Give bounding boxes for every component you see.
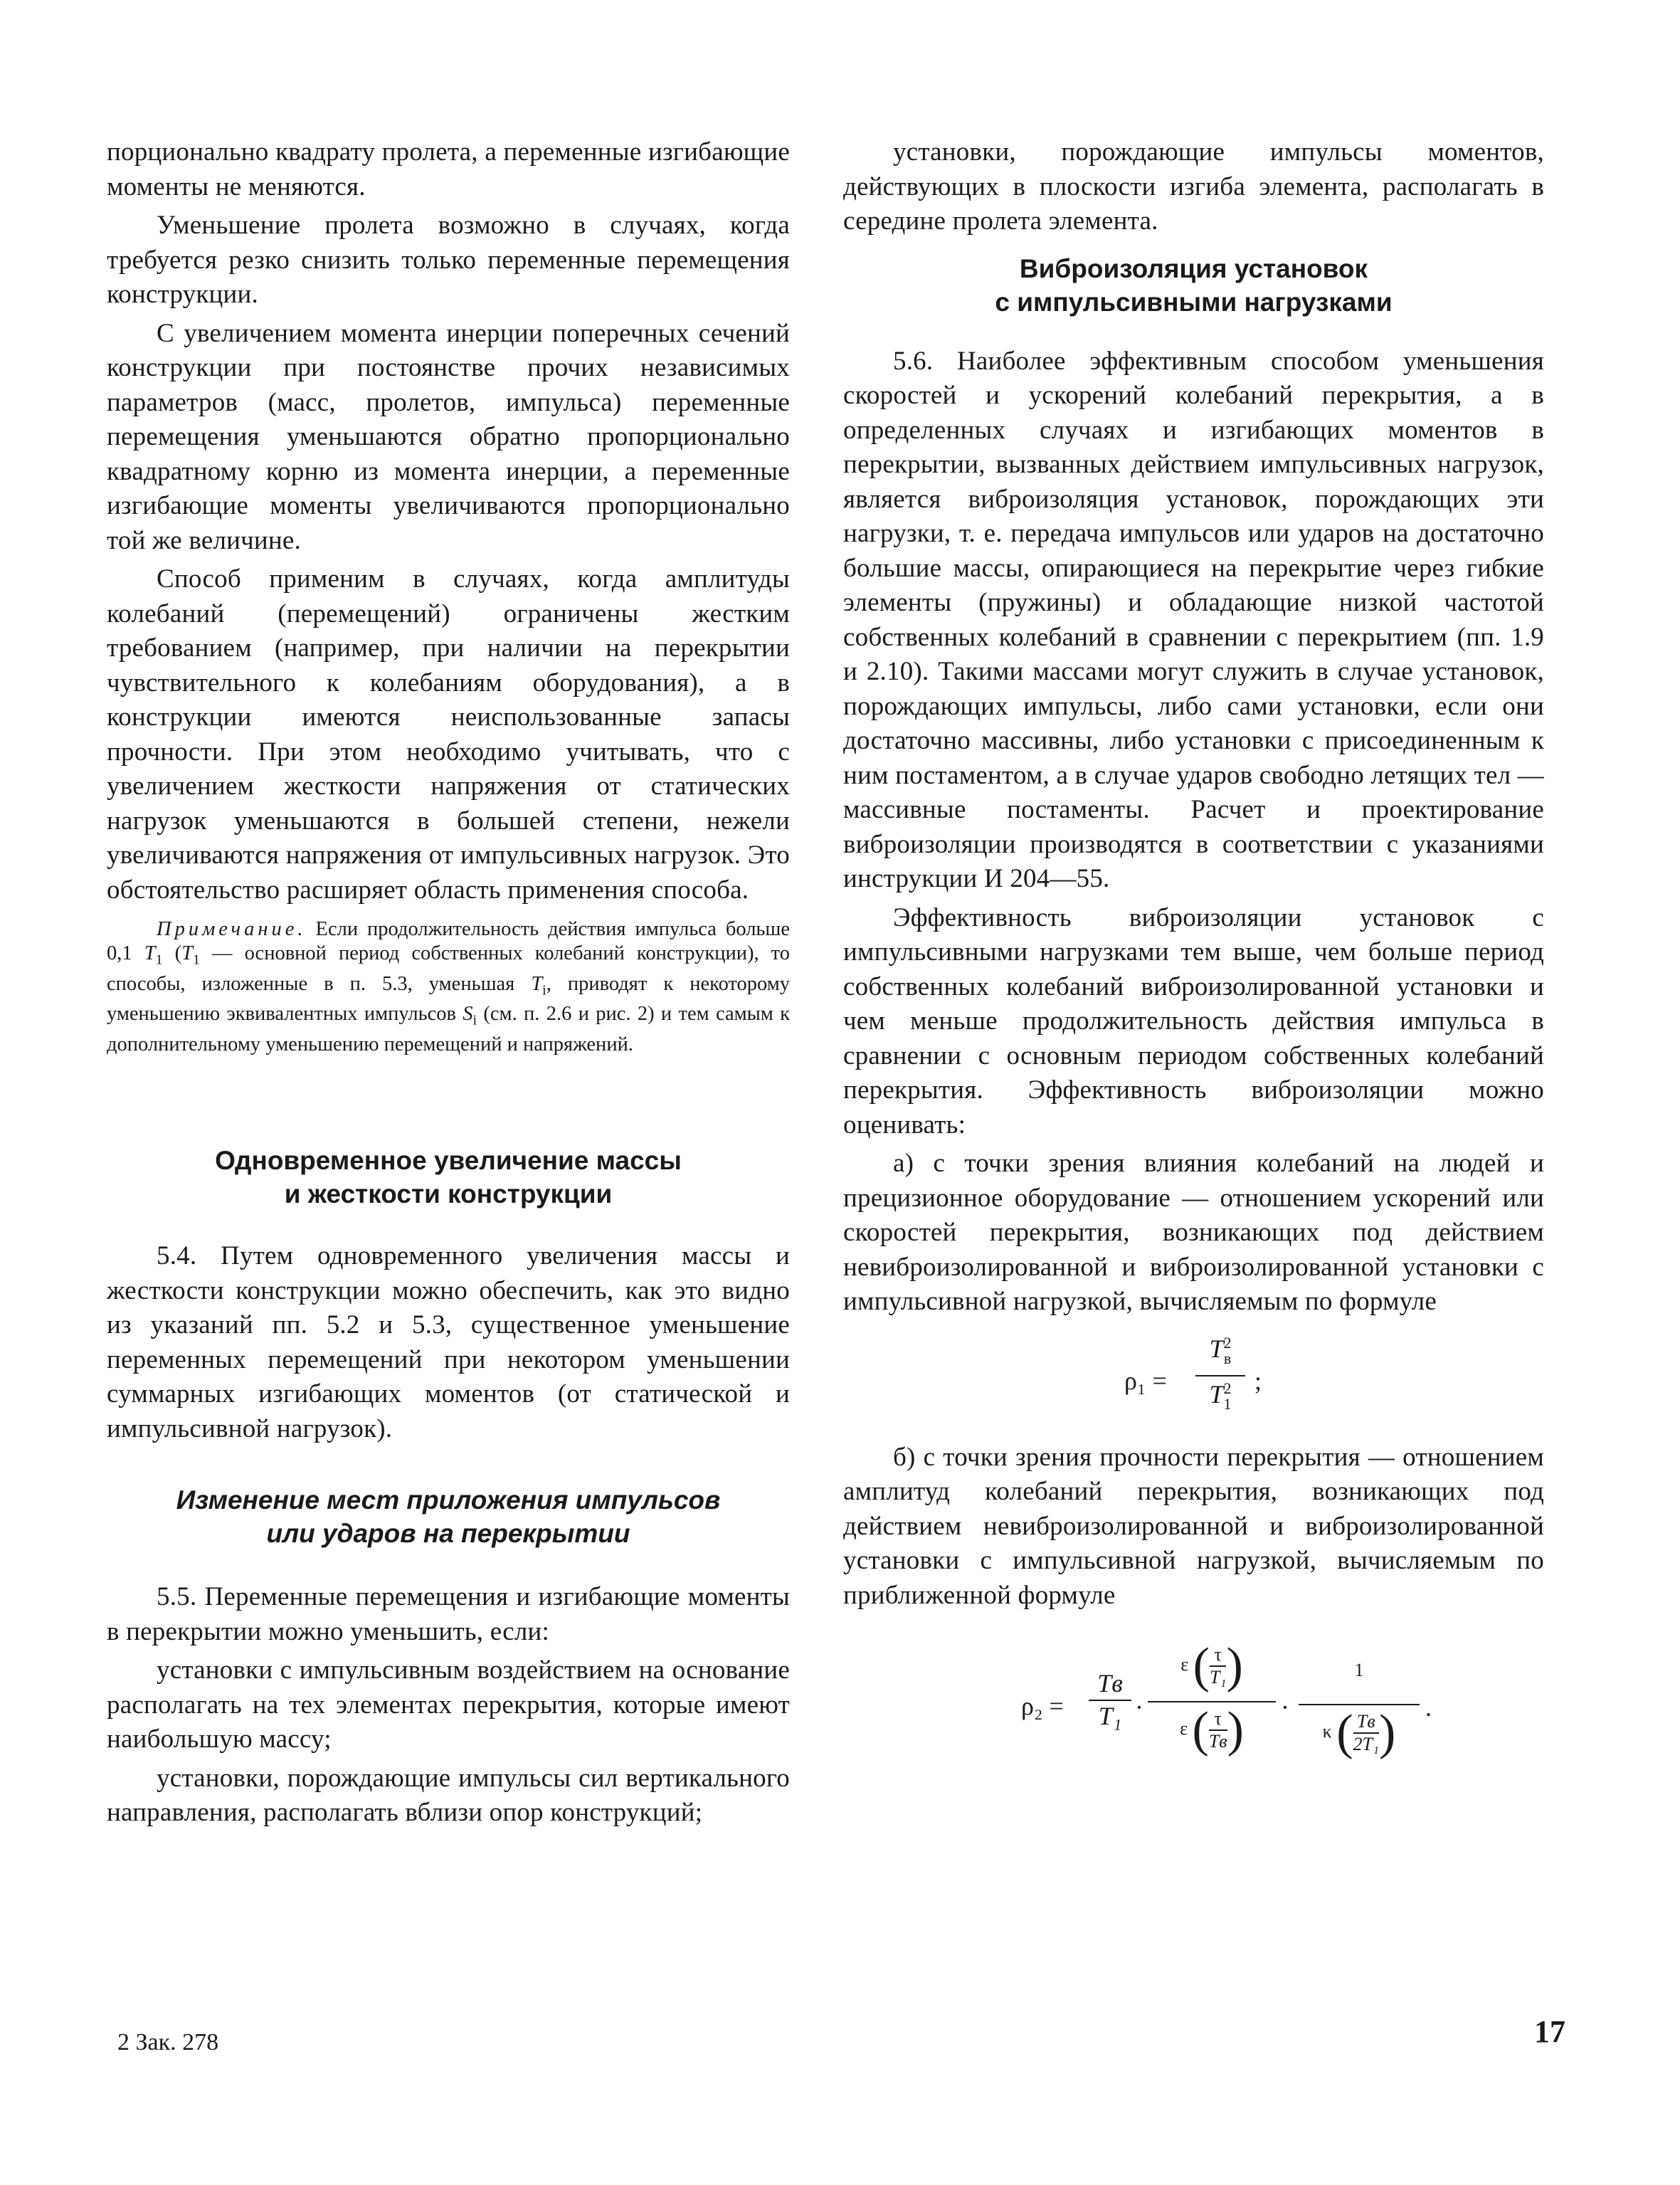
formula-fraction (1148, 1638, 1276, 1765)
paragraph: Эффективность виброизоляции установок с импульсивными нагрузками тем выше, чем больше период собственных колебаний виброизолированной установки и чем меньше продолжительность действия импульса в сравнении с основным периодом собственных колебаний перекрытия. Эффективность виброизоляции можно оценивать: (843, 902, 1544, 1139)
paragraph: а) с точки зрения влияния колебаний на людей и прецизионное оборудование — отношением ускорений или скоростей перекрытия, возникающих под действием невиброизолированной и виброизолированной установки с импульсивной нагрузкой, вычисляемым по формуле (843, 1149, 1544, 1316)
superscript: 2 (1223, 1334, 1232, 1352)
symbol: Tв (1208, 1731, 1227, 1752)
subscript: в (1223, 1349, 1232, 1368)
symbol: τ (1210, 1644, 1227, 1667)
paragraph: 5.4. Путем одновременного увеличения массы и жесткости конструкции можно обеспечить, как это видно из указаний пп. 5.2 и 5.3, существенное уменьшение переменных перемещений при некотором уменьшении суммарных изгибающих моментов (от статической и импульсивной нагрузок). (107, 1241, 790, 1443)
fraction-numerator: 1 (1354, 1660, 1364, 1680)
section-heading (843, 252, 1544, 319)
note-symbol: S (463, 1003, 473, 1026)
heading-line: Изменение мест приложения импульсов (176, 1485, 721, 1515)
page-number: 17 (1534, 2014, 1565, 2049)
section-heading (107, 1144, 790, 1211)
formula-rho1 (843, 1327, 1544, 1433)
note-subscript: i (542, 982, 546, 999)
paragraph: порционально квадрату пролета, а переменные изгибающие моменты не меняются. (107, 137, 790, 201)
paragraph: Уменьшение пролета возможно в случаях, когда требуется резко снизить только переменные перемещения конструкции. (107, 211, 790, 309)
symbol: ε (1180, 1653, 1189, 1675)
heading-line: и жесткости конструкции (284, 1179, 613, 1209)
symbol: T (1209, 1334, 1224, 1363)
heading-line: с импульсивными нагрузками (995, 287, 1393, 317)
formula-lhs: ρ₁ = (1124, 1366, 1167, 1395)
symbol: T₁ (1209, 1667, 1227, 1688)
formula-rho2 (843, 1638, 1544, 1766)
paragraph: установки, порождающие импульсы сил вертикального направления, располагать вблизи опор конструкций; (107, 1763, 790, 1828)
fraction-numerator (1195, 1334, 1245, 1375)
paragraph: установки, порождающие импульсы моментов, действующих в плоскости изгиба элемента, располагать в середине пролета элемента. (843, 137, 1544, 236)
formula-dot: · (1135, 1693, 1143, 1722)
symbol: Tв (1097, 1669, 1123, 1697)
heading-line: или ударов на перекрытии (266, 1519, 630, 1549)
print-order-mark: 2 Зак. 278 (117, 2029, 219, 2055)
symbol: T₁ (1098, 1702, 1122, 1730)
paragraph: б) с точки зрения прочности перекрытия — отношением амплитуд колебаний перекрытия, возникающих под действием невиброизолированной и виброизолированной установки с импульсивной нагрузкой, вычисляемым по приближенной формуле (843, 1442, 1544, 1610)
formula-lhs: ρ₂ = (1021, 1692, 1064, 1720)
formula-fraction (1299, 1654, 1420, 1768)
paragraph: С увеличением момента инерции поперечных сечений конструкции при постоянстве прочих независимых параметров (масс, пролетов, импульса) переменные перемещения уменьшаются обратно пропорционально квадратному корню из момента инерции, а переменные изгибающие моменты увеличиваются пропорционально той же величине. (107, 318, 790, 555)
heading-line: Виброизоляция установок (1019, 253, 1368, 283)
right-column (843, 135, 1544, 1766)
symbol: ε (1180, 1717, 1188, 1739)
formula-end: ; (1254, 1366, 1262, 1395)
note-symbol: T (144, 942, 156, 964)
formula-dot: · (1281, 1693, 1289, 1722)
superscript: 2 (1223, 1379, 1232, 1398)
left-column (107, 135, 790, 1831)
symbol: T (1209, 1379, 1224, 1409)
fraction-numerator: ε ( $\frac{\tau}{\text{T₁}}$ ) (1180, 1638, 1243, 1693)
paragraph: Способ применим в случаях, когда амплитуды колебаний (перемещений) ограничены жестким требованием (например, при наличии на перекрытии чувствительного к колебаниям оборудования), а в конструкции имеются неиспользованные запасы прочности. При этом необходимо учитывать, что с увеличением жесткости напряжения от статических нагрузок уменьшаются в большей степени, нежели увеличиваются напряжения от импульсивных нагрузок. Это обстоятельство расширяет область применения способа. (107, 564, 790, 905)
symbol: τ (1209, 1708, 1227, 1731)
note-text: Если продолжительность действия импульса больше 0,1 (107, 918, 791, 964)
note-text: (см. п. 2.6 и рис. 2) и тем самым к дополнительному уменьшению перемещений и напряжений. (107, 1003, 791, 1056)
fraction-denominator: κ ( Tв 2T₁ ) (1322, 1705, 1396, 1760)
formula-end: . (1425, 1693, 1432, 1722)
note-symbol: T (531, 972, 543, 995)
note-text: — основной период собственных колебаний конструкции), то способы, изложенные в п. 5.3, уменьшая (107, 942, 791, 995)
symbol: Tв (1353, 1711, 1380, 1734)
paragraph: 5.6. Наиболее эффективным способом уменьшения скоростей и ускорений колебаний перекрытия, а в определенных случаях и изгибающих моментов в перекрытии, вызванных действием импульсивных нагрузок, является виброизоляция установок, порождающих эти нагрузки, т. е. передача импульсов или ударов на достаточно большие массы, опирающиеся на перекрытие через гибкие элементы (пружины) и обладающие низкой частотой собственных колебаний в сравнении с перекрытием (пп. 1.9 и 2.10). Такими массами могут служить в случае установок, порождающих импульсы, либо сами установки, если они достаточно массивны, либо установки с присоединенным к ним постаментом, а в случае ударов свободно летящих тел — массивные постаменты. Расчет и проектирование виброизоляции производятся в соответствии с указаниями инструкции И 204—55. (843, 346, 1544, 893)
note-text: ( (174, 942, 182, 964)
note-text: , приводят к некоторому уменьшению эквивалентных импульсов (107, 972, 791, 1026)
note-subscript: 1 (192, 952, 200, 968)
symbol: 2T₁ (1353, 1734, 1380, 1754)
fraction-denominator: ε ( τ Tв ) (1180, 1702, 1244, 1757)
heading-line: Одновременное увеличение массы (215, 1146, 682, 1176)
note-symbol: T (181, 942, 193, 964)
paragraph: 5.5. Переменные перемещения и изгибающие моменты в перекрытии можно уменьшить, если: (107, 1582, 790, 1646)
subscript: 1 (1223, 1395, 1232, 1413)
note-label: Примечание. (157, 918, 307, 940)
formula-fraction (1089, 1668, 1131, 1732)
symbol: κ (1322, 1720, 1332, 1742)
note (107, 917, 790, 1057)
formula-fraction (1195, 1334, 1245, 1421)
note-subscript: i (472, 1013, 477, 1029)
section-heading (107, 1483, 790, 1550)
note-subscript: 1 (155, 952, 163, 968)
paragraph: установки с импульсивным воздействием на основание располагать на тех элементах перекрытия, которые имеют наибольшую массу; (107, 1655, 790, 1754)
fraction-denominator (1195, 1376, 1245, 1421)
